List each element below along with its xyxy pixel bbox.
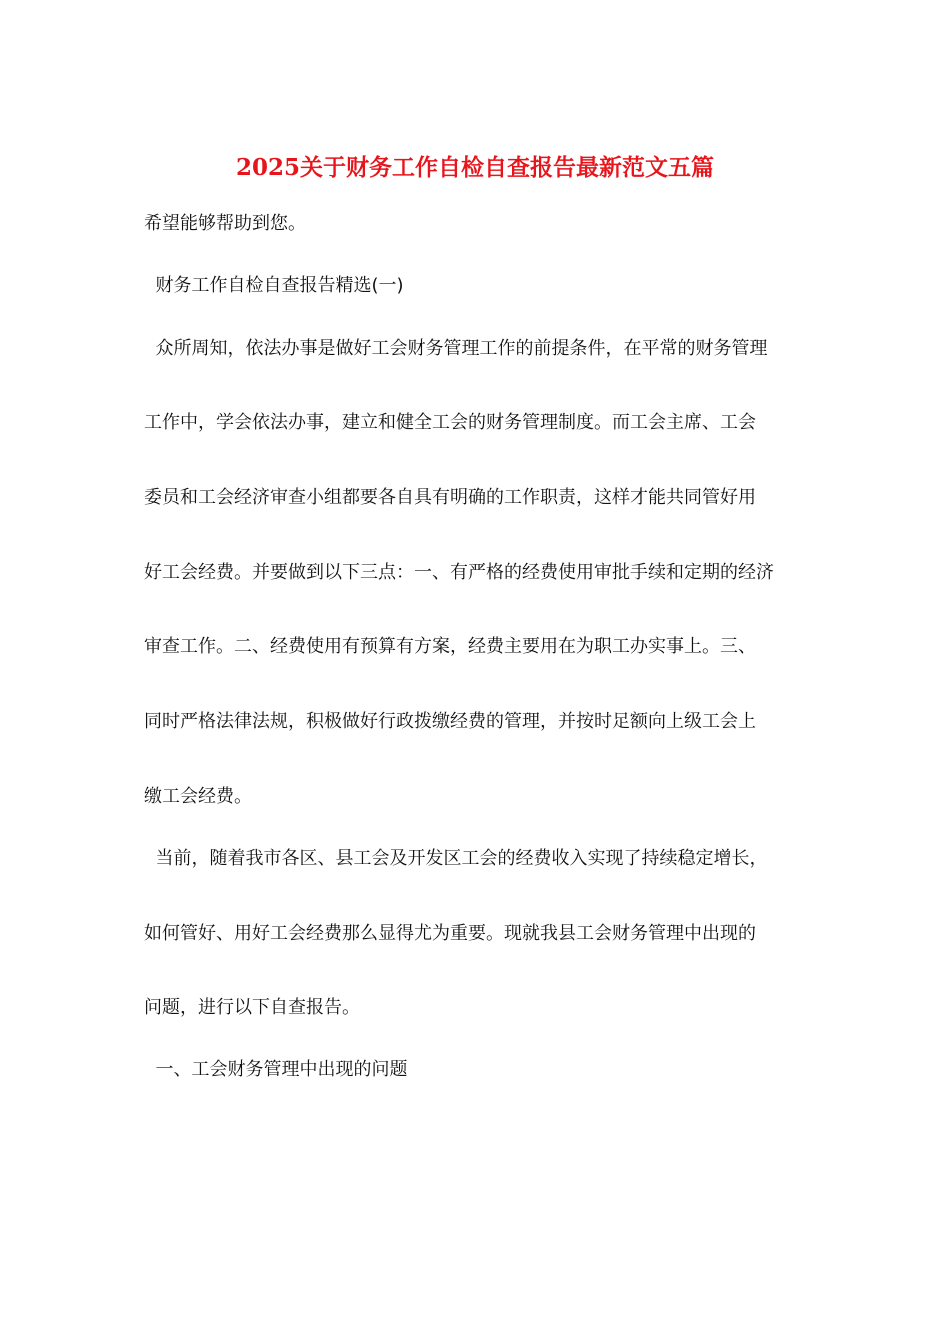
paragraph-1-line-1: 众所周知，依法办事是做好工会财务管理工作的前提条件，在平常的财务管理 [144,338,768,359]
paragraph-2-line-1: 当前，随着我市各区、县工会及开发区工会的经费收入实现了持续稳定增长， [144,848,768,869]
paragraph-1-line-5: 审查工作。二、经费使用有预算有方案，经费主要用在为职工办实事上。三、 [144,636,756,657]
section-heading-2: 一、工会财务管理中出现的问题 [144,1059,408,1080]
text-line-1: 希望能够帮助到您。 [144,213,306,234]
section-heading-1: 财务工作自检自查报告精选(一) [144,275,404,296]
paragraph-2-line-2: 如何管好、用好工会经费那么显得尤为重要。现就我县工会财务管理中出现的 [144,923,756,944]
paragraph-1-line-4: 好工会经费。并要做到以下三点：一、有严格的经费使用审批手续和定期的经济 [144,562,774,583]
paragraph-1-line-6: 同时严格法律法规，积极做好行政拨缴经费的管理，并按时足额向上级工会上 [144,711,756,732]
paragraph-1-line-3: 委员和工会经济审查小组都要各自具有明确的工作职责，这样才能共同管好用 [144,487,756,508]
paragraph-1-line-7: 缴工会经费。 [144,786,252,807]
paragraph-2-line-3: 问题，进行以下自查报告。 [144,997,360,1018]
document-title: 2025关于财务工作自检自查报告最新范文五篇 [235,154,714,181]
paragraph-1-line-2: 工作中，学会依法办事，建立和健全工会的财务管理制度。而工会主席、工会 [144,412,756,433]
